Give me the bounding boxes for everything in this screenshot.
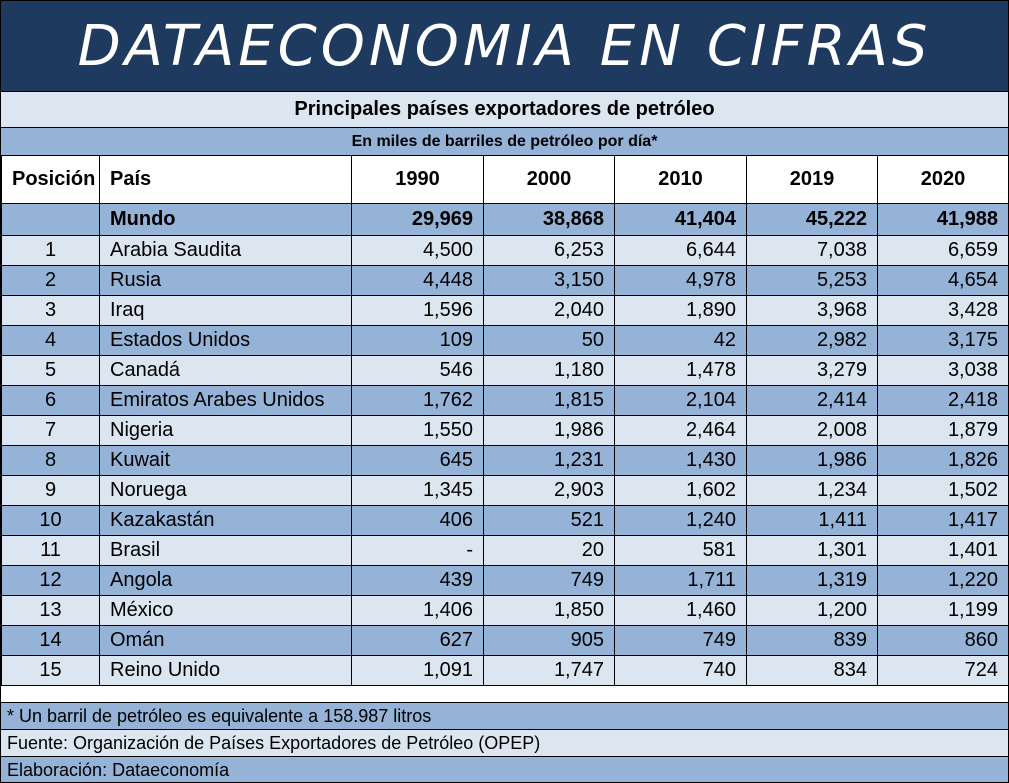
position-cell: 6 — [2, 386, 100, 416]
table-row — [2, 476, 1009, 506]
header-year: 2000 — [484, 156, 615, 204]
value-cell: 839 — [747, 626, 878, 656]
value-cell: 627 — [352, 626, 484, 656]
world-value: 41,988 — [878, 204, 1009, 236]
value-cell: 724 — [878, 656, 1009, 686]
header-position: Posición — [2, 156, 100, 204]
value-cell: 1,240 — [615, 506, 747, 536]
table-row — [2, 416, 1009, 446]
value-cell: 4,654 — [878, 266, 1009, 296]
header-year: 1990 — [352, 156, 484, 204]
footnote: * Un barril de petróleo es equivalente a 158.987 litros — [1, 702, 1008, 729]
credit-note: Elaboración: Dataeconomía — [1, 756, 1008, 782]
value-cell: 521 — [484, 506, 615, 536]
value-cell: 1,401 — [878, 536, 1009, 566]
value-cell: 1,602 — [615, 476, 747, 506]
value-cell: 1,747 — [484, 656, 615, 686]
value-cell: 1,411 — [747, 506, 878, 536]
value-cell: 406 — [352, 506, 484, 536]
value-cell: - — [352, 536, 484, 566]
value-cell: 546 — [352, 356, 484, 386]
exporters-table — [1, 155, 1009, 686]
table-row — [2, 536, 1009, 566]
value-cell: 1,180 — [484, 356, 615, 386]
world-label: Mundo — [100, 204, 352, 236]
value-cell: 109 — [352, 326, 484, 356]
value-cell: 1,406 — [352, 596, 484, 626]
header-country: País — [100, 156, 352, 204]
country-cell: Canadá — [100, 356, 352, 386]
value-cell: 1,301 — [747, 536, 878, 566]
country-cell: Omán — [100, 626, 352, 656]
value-cell: 1,200 — [747, 596, 878, 626]
world-value: 38,868 — [484, 204, 615, 236]
table-subtitle-row — [1, 127, 1008, 155]
value-cell: 50 — [484, 326, 615, 356]
world-position-cell — [2, 204, 100, 236]
value-cell: 1,502 — [878, 476, 1009, 506]
value-cell: 1,711 — [615, 566, 747, 596]
country-cell: Brasil — [100, 536, 352, 566]
table-row — [2, 626, 1009, 656]
value-cell: 1,478 — [615, 356, 747, 386]
value-cell: 3,279 — [747, 356, 878, 386]
table-row — [2, 566, 1009, 596]
position-cell: 7 — [2, 416, 100, 446]
value-cell: 3,150 — [484, 266, 615, 296]
header-year: 2019 — [747, 156, 878, 204]
position-cell: 14 — [2, 626, 100, 656]
value-cell: 1,091 — [352, 656, 484, 686]
table-subtitle: En miles de barriles de petróleo por día* — [351, 132, 658, 150]
position-cell: 11 — [2, 536, 100, 566]
source-note: Fuente: Organización de Países Exportadores de Petróleo (OPEP) — [1, 729, 1008, 756]
position-cell: 9 — [2, 476, 100, 506]
value-cell: 20 — [484, 536, 615, 566]
country-cell: Noruega — [100, 476, 352, 506]
value-cell: 3,038 — [878, 356, 1009, 386]
world-total-row — [2, 204, 1009, 236]
value-cell: 1,890 — [615, 296, 747, 326]
table-row — [2, 446, 1009, 476]
value-cell: 1,345 — [352, 476, 484, 506]
value-cell: 6,253 — [484, 236, 615, 266]
value-cell: 4,978 — [615, 266, 747, 296]
value-cell: 1,220 — [878, 566, 1009, 596]
value-cell: 1,986 — [484, 416, 615, 446]
table-row — [2, 656, 1009, 686]
table-row — [2, 236, 1009, 266]
value-cell: 1,319 — [747, 566, 878, 596]
value-cell: 4,500 — [352, 236, 484, 266]
world-value: 45,222 — [747, 204, 878, 236]
position-cell: 2 — [2, 266, 100, 296]
value-cell: 1,850 — [484, 596, 615, 626]
position-cell: 4 — [2, 326, 100, 356]
world-value: 29,969 — [352, 204, 484, 236]
table-title: Principales países exportadores de petróleo — [294, 98, 715, 120]
value-cell: 2,008 — [747, 416, 878, 446]
value-cell: 749 — [484, 566, 615, 596]
value-cell: 1,417 — [878, 506, 1009, 536]
country-cell: Rusia — [100, 266, 352, 296]
country-cell: Arabia Saudita — [100, 236, 352, 266]
value-cell: 1,986 — [747, 446, 878, 476]
country-cell: Kazakastán — [100, 506, 352, 536]
value-cell: 1,879 — [878, 416, 1009, 446]
value-cell: 2,040 — [484, 296, 615, 326]
value-cell: 3,428 — [878, 296, 1009, 326]
header-year: 2020 — [878, 156, 1009, 204]
country-cell: Emiratos Arabes Unidos — [100, 386, 352, 416]
value-cell: 42 — [615, 326, 747, 356]
world-value: 41,404 — [615, 204, 747, 236]
value-cell: 7,038 — [747, 236, 878, 266]
value-cell: 3,968 — [747, 296, 878, 326]
value-cell: 2,104 — [615, 386, 747, 416]
table-row — [2, 326, 1009, 356]
country-cell: Angola — [100, 566, 352, 596]
value-cell: 1,430 — [615, 446, 747, 476]
value-cell: 3,175 — [878, 326, 1009, 356]
value-cell: 1,596 — [352, 296, 484, 326]
country-cell: México — [100, 596, 352, 626]
value-cell: 2,982 — [747, 326, 878, 356]
header-year: 2010 — [615, 156, 747, 204]
position-cell: 13 — [2, 596, 100, 626]
country-cell: Estados Unidos — [100, 326, 352, 356]
value-cell: 5,253 — [747, 266, 878, 296]
country-cell: Nigeria — [100, 416, 352, 446]
value-cell: 1,815 — [484, 386, 615, 416]
value-cell: 1,199 — [878, 596, 1009, 626]
country-cell: Iraq — [100, 296, 352, 326]
position-cell: 12 — [2, 566, 100, 596]
country-cell: Kuwait — [100, 446, 352, 476]
value-cell: 834 — [747, 656, 878, 686]
table-row — [2, 506, 1009, 536]
value-cell: 2,464 — [615, 416, 747, 446]
value-cell: 2,414 — [747, 386, 878, 416]
table-row — [2, 356, 1009, 386]
table-row — [2, 386, 1009, 416]
position-cell: 1 — [2, 236, 100, 266]
value-cell: 740 — [615, 656, 747, 686]
value-cell: 1,231 — [484, 446, 615, 476]
value-cell: 1,460 — [615, 596, 747, 626]
value-cell: 6,644 — [615, 236, 747, 266]
value-cell: 4,448 — [352, 266, 484, 296]
banner-title: DATAECONOMIA EN CIFRAS — [77, 13, 932, 79]
value-cell: 6,659 — [878, 236, 1009, 266]
position-cell: 8 — [2, 446, 100, 476]
position-cell: 15 — [2, 656, 100, 686]
table-row — [2, 296, 1009, 326]
banner — [1, 1, 1008, 91]
value-cell: 2,903 — [484, 476, 615, 506]
value-cell: 1,826 — [878, 446, 1009, 476]
value-cell: 749 — [615, 626, 747, 656]
position-cell: 10 — [2, 506, 100, 536]
value-cell: 1,550 — [352, 416, 484, 446]
header-row — [2, 156, 1009, 204]
position-cell: 5 — [2, 356, 100, 386]
position-cell: 3 — [2, 296, 100, 326]
table-row — [2, 596, 1009, 626]
country-cell: Reino Unido — [100, 656, 352, 686]
value-cell: 581 — [615, 536, 747, 566]
value-cell: 860 — [878, 626, 1009, 656]
value-cell: 439 — [352, 566, 484, 596]
value-cell: 2,418 — [878, 386, 1009, 416]
table-row — [2, 266, 1009, 296]
table-title-row — [1, 91, 1008, 127]
value-cell: 905 — [484, 626, 615, 656]
value-cell: 1,762 — [352, 386, 484, 416]
value-cell: 645 — [352, 446, 484, 476]
value-cell: 1,234 — [747, 476, 878, 506]
